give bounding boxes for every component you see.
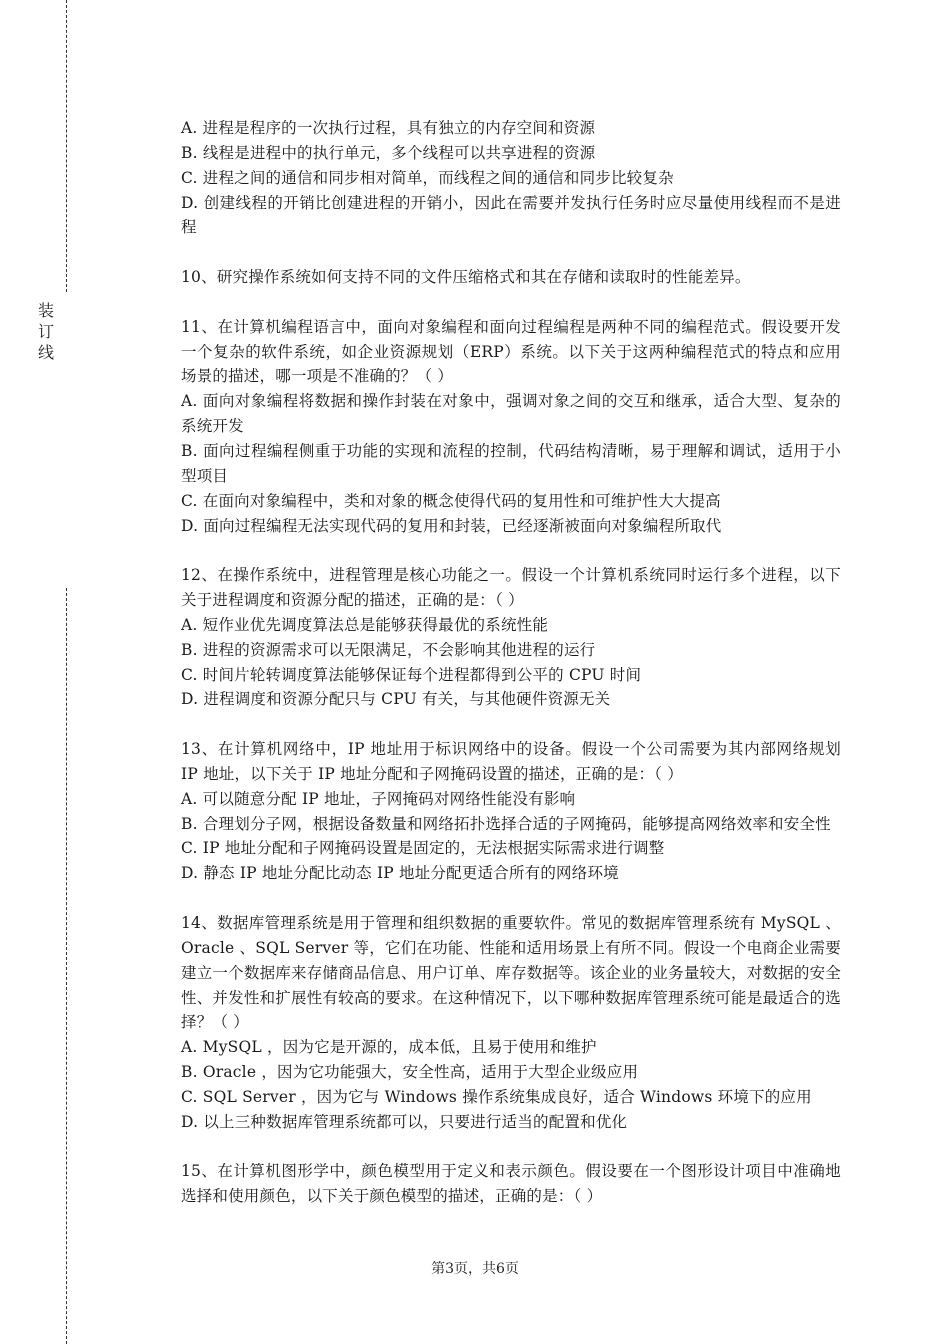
question-13 [181,737,841,886]
option-b: B. 合理划分子网，根据设备数量和网络拓扑选择合适的子网掩码，能够提高网络效率和安全性 [181,814,831,833]
page-content [181,116,841,1234]
binding-char: 线 [37,343,54,362]
binding-label [36,300,56,363]
question-9-options [181,116,841,240]
question-12 [181,563,841,712]
option-d: D. 进程调度和资源分配只与 CPU 有关，与其他硬件资源无关 [181,690,611,709]
binding-line-top [66,0,67,292]
option-b: B. 线程是进程中的执行单元，多个线程可以共享进程的资源 [181,143,596,162]
question-stem: 15、在计算机图形学中，颜色模型用于定义和表示颜色。假设要在一个图形设计项目中准确地选择和使用颜色，以下关于颜色模型的描述，正确的是：（ ） [181,1162,841,1206]
option-b: B. 面向过程编程侧重于功能的实现和流程的控制，代码结构清晰，易于理解和调试，适用于小型项目 [181,441,841,485]
question-14 [181,911,841,1135]
option-d: D. 以上三种数据库管理系统都可以，只要进行适当的配置和优化 [181,1112,628,1131]
option-d: D. 面向过程编程无法实现代码的复用和封装，已经逐渐被面向对象编程所取代 [181,516,722,535]
question-11 [181,315,841,539]
option-b: B. Oracle ，因为它功能强大，安全性高，适用于大型企业级应用 [181,1063,639,1082]
binding-char: 装 [37,301,54,320]
option-c: C. 在面向对象编程中，类和对象的概念使得代码的复用性和可维护性大大提高 [181,491,721,510]
option-b: B. 进程的资源需求可以无限满足，不会影响其他进程的运行 [181,640,596,659]
question-stem: 13、在计算机网络中，IP 地址用于标识网络中的设备。假设一个公司需要为其内部网络规划 IP 地址，以下关于 IP 地址分配和子网掩码设置的描述，正确的是：（ ） [181,740,841,783]
option-a: A. 面向对象编程将数据和操作封装在对象中，强调对象之间的交互和继承，适合大型、复杂的系统开发 [181,392,841,436]
option-d: D. 静态 IP 地址分配比动态 IP 地址分配更适合所有的网络环境 [181,864,619,883]
option-c: C. IP 地址分配和子网掩码设置是固定的，无法根据实际需求进行调整 [181,839,665,858]
option-d: D. 创建线程的开销比创建进程的开销小，因此在需要并发执行任务时应尽量使用线程而不是进程 [181,193,841,237]
question-stem: 11、在计算机编程语言中，面向对象编程和面向过程编程是两种不同的编程范式。假设要开发一个复杂的软件系统，如企业资源规划（ERP）系统。以下关于这两种编程范式的特点和应用场景的描述，哪一项是不准确的？（ ） [181,317,841,386]
binding-char: 订 [37,322,54,341]
option-c: C. SQL Server ，因为它与 Windows 操作系统集成良好，适合 Windows 环境下的应用 [181,1087,812,1106]
question-stem: 10、研究操作系统如何支持不同的文件压缩格式和其在存储和读取时的性能差异。 [181,268,751,287]
option-a: A. 进程是程序的一次执行过程，具有独立的内存空间和资源 [181,119,596,137]
option-a: A. 短作业优先调度算法总是能够获得最优的系统性能 [181,615,549,634]
question-stem: 12、在操作系统中，进程管理是核心功能之一。假设一个计算机系统同时运行多个进程，以下关于进程调度和资源分配的描述，正确的是：（ ） [181,566,841,610]
question-stem: 14、数据库管理系统是用于管理和组织数据的重要软件。常见的数据库管理系统有 MySQL 、Oracle 、SQL Server 等，它们在功能、性能和适用场景上有所不同。假设一个电商企业需要建立一个数据库来存储商品信息、用户订单、库存数据等。该企业的业务量较大，对数据的安全性、并发性和扩展性有较高的要求。在这种情况下，以下哪种数据库管理系统可能是最适合的选择？（ ） [181,914,841,1032]
page-number: 第3页，共6页 [431,1261,519,1277]
option-c: C. 时间片轮转调度算法能够保证每个进程都得到公平的 CPU 时间 [181,665,642,684]
question-15 [181,1159,841,1209]
binding-line-bottom [66,588,67,1344]
option-c: C. 进程之间的通信和同步相对简单，而线程之间的通信和同步比较复杂 [181,168,674,187]
question-10 [181,265,841,290]
option-a: A. 可以随意分配 IP 地址，子网掩码对网络性能没有影响 [181,789,576,808]
option-a: A. MySQL ，因为它是开源的，成本低，且易于使用和维护 [181,1038,597,1057]
